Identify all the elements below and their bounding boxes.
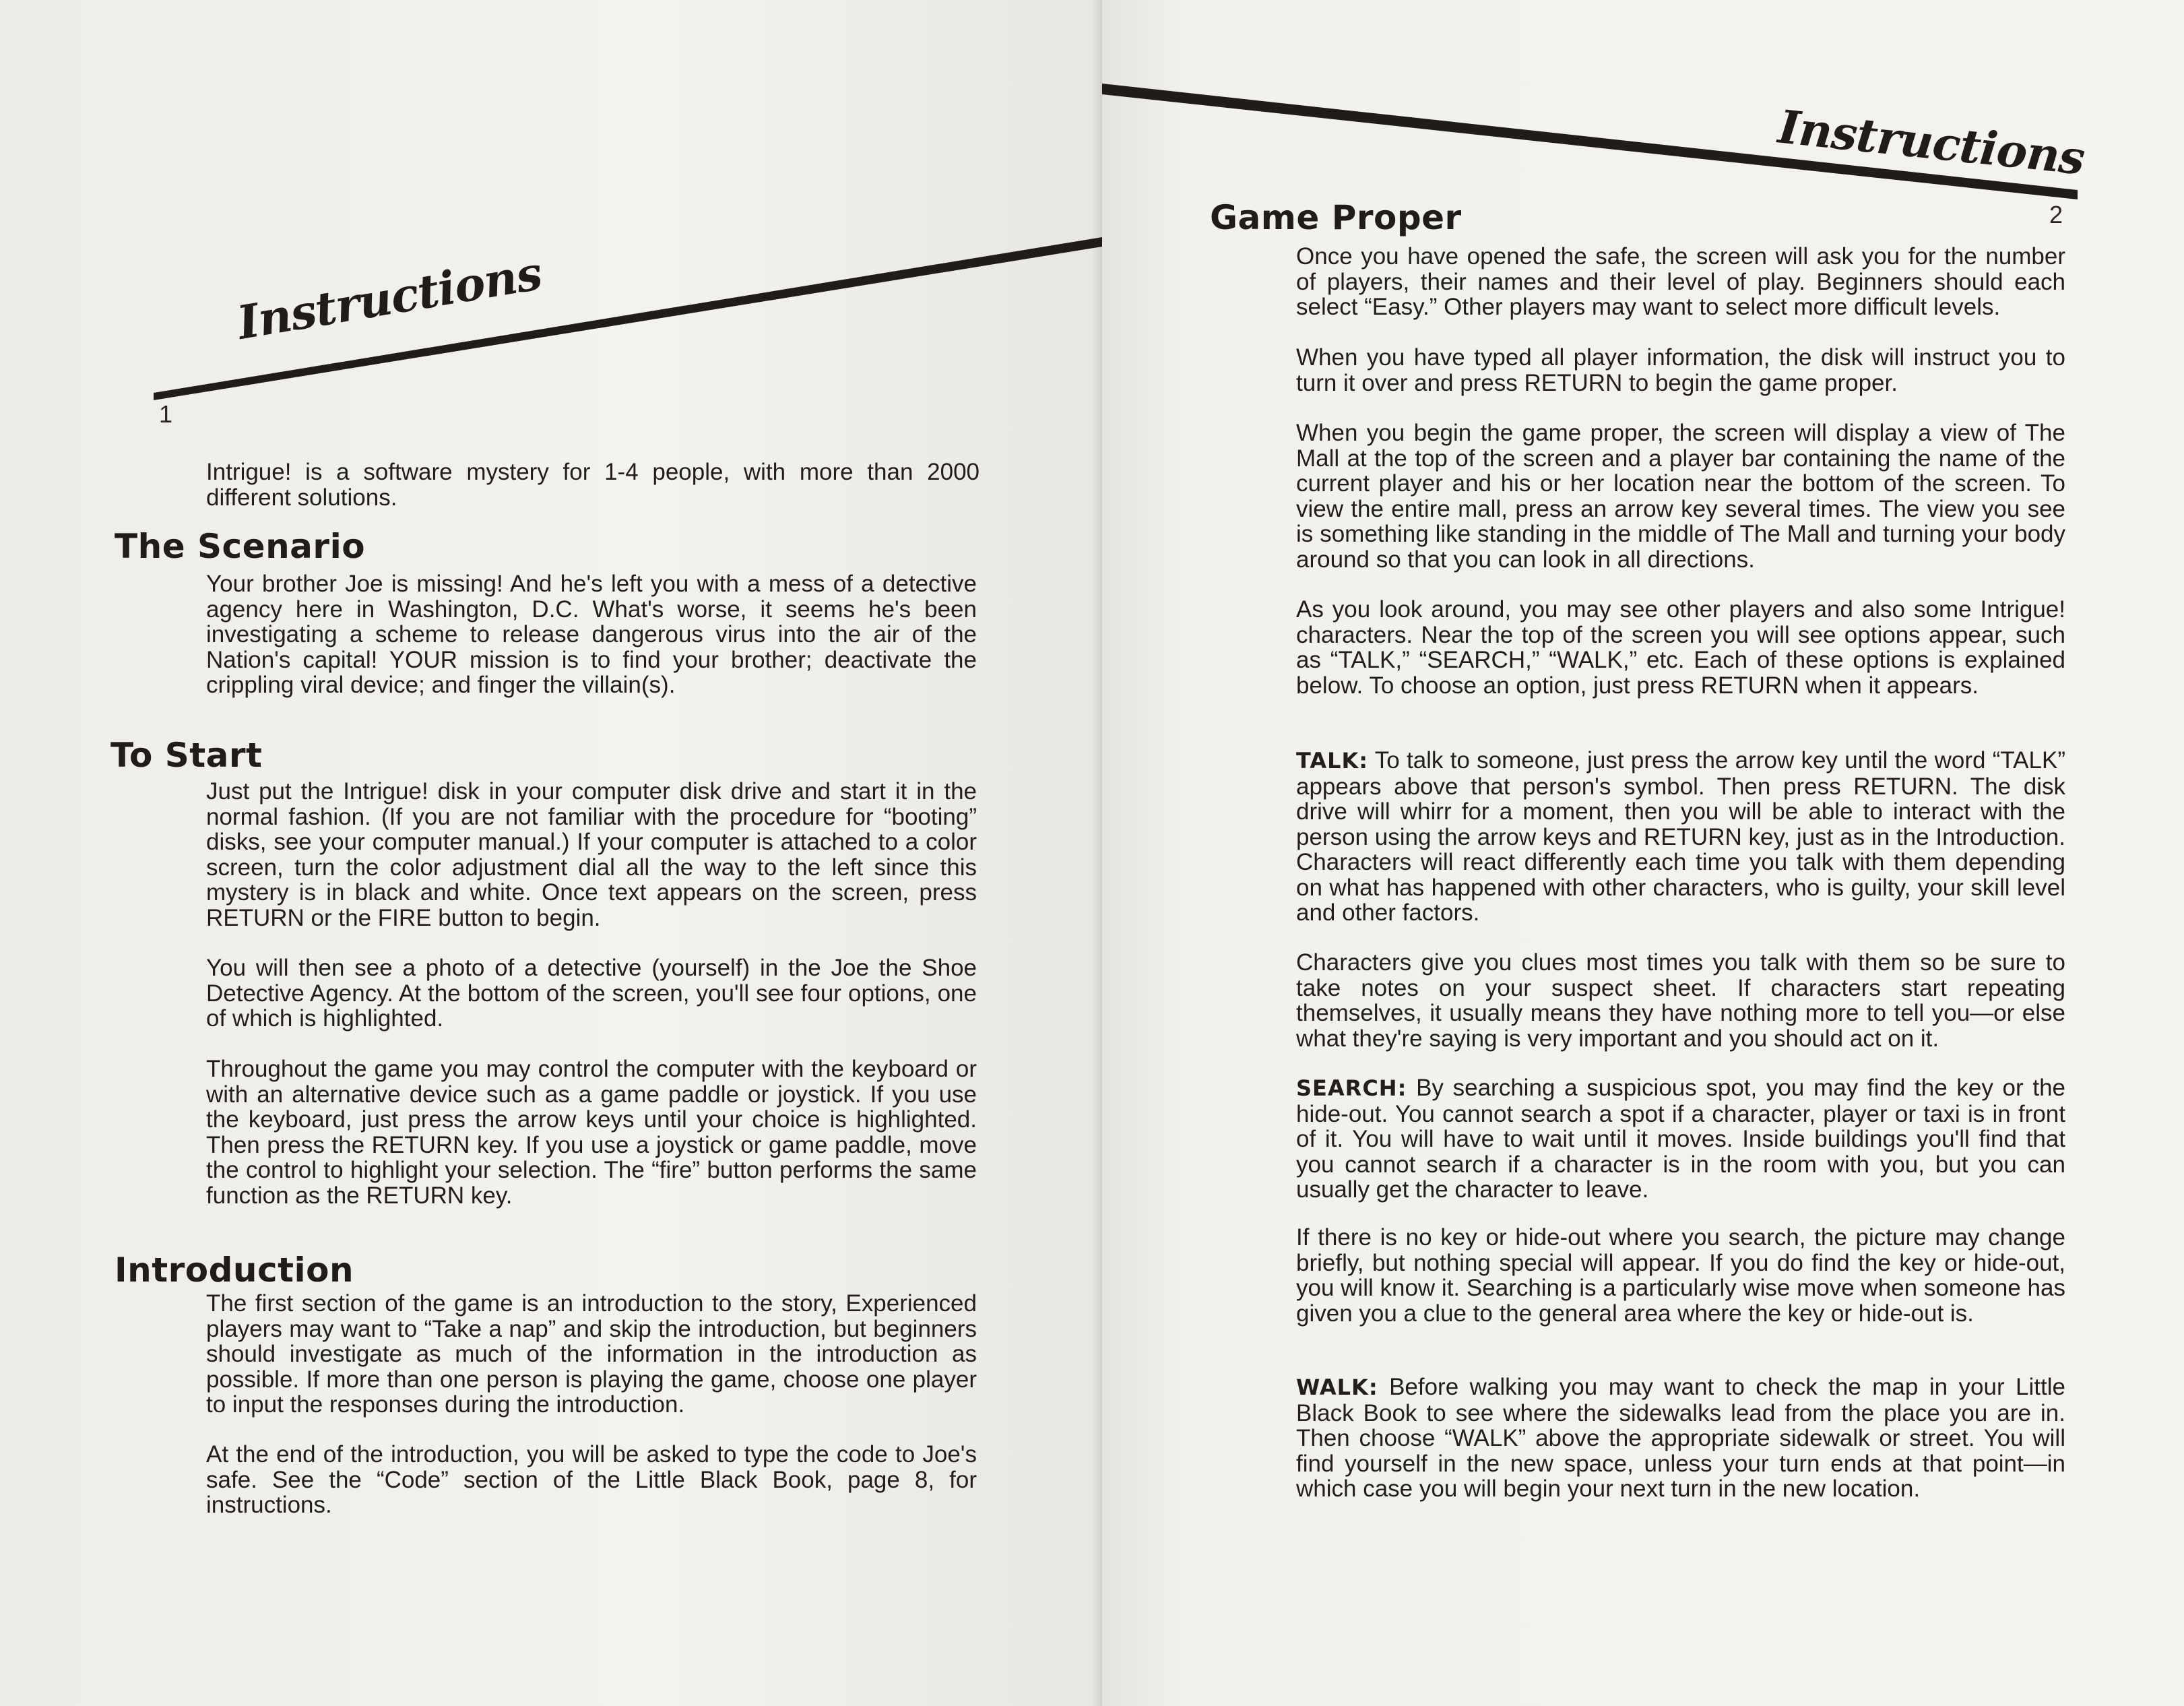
search-followup-paragraph: If there is no key or hide-out where you search, the picture may change briefly, but nothing special will appear. If you do find the key or hide-out, you will know it. Searching is a particularly wise move when someone has given you a clue to the general area where the key or hide-out is. bbox=[1296, 1224, 2065, 1327]
talk-paragraph bbox=[1296, 748, 2065, 926]
walk-text: Before walking you may want to check the map in your Little Black Book to see where the sidewalks lead from the place you are in. Then choose “WALK” above the appropriate sidewalk or street. You will find yourself in the new space, unless your turn ends at that point—in which case you will begin your next turn in the new location. bbox=[1296, 1374, 2065, 1502]
left-page-number: 1 bbox=[159, 400, 173, 428]
right-page bbox=[1102, 0, 2184, 1706]
walk-label: WALK: bbox=[1296, 1375, 1378, 1400]
game-proper-paragraph-3: When you begin the game proper, the screen will display a view of The Mall at the top of the screen and a player bar containing the name of the current player and his or her location near the bottom of the screen. To view the entire mall, press an arrow key several times. The view you see is something like standing in the middle of The Mall and turning your body around so that you can look in all directions. bbox=[1296, 420, 2065, 573]
search-paragraph bbox=[1296, 1075, 2065, 1203]
to-start-paragraph-1: Just put the Intrigue! disk in your computer disk drive and start it in the normal fashion. (If you are not familiar with the procedure for “booting” disks, see your computer manual.) If your computer is attached to a color screen, turn the color adjustment dial all the way to the left since this mystery is in black and white. Once text appears on the screen, press RETURN or the FIRE button to begin. bbox=[206, 778, 977, 931]
search-text: By searching a suspicious spot, you may find the key or the hide-out. You cannot search a spot if a character, player or taxi is in front of it. You will have to wait until it moves. Inside buildings you'll find that you cannot search if a character is in the room with you, but you can usually get the character to leave. bbox=[1296, 1075, 2065, 1203]
heading-game-proper: Game Proper bbox=[1210, 198, 1462, 237]
to-start-paragraph-2: You will then see a photo of a detective (yourself) in the Joe the Shoe Detective Agency. At the bottom of the screen, you'll see four options, one of which is highlighted. bbox=[206, 955, 977, 1032]
left-header-title: Instructions bbox=[233, 246, 546, 350]
right-page-number: 2 bbox=[2049, 201, 2063, 228]
talk-label: TALK: bbox=[1296, 748, 1369, 773]
talk-followup-paragraph: Characters give you clues most times you talk with them so be sure to take notes on your suspect sheet. If characters start repeating themselves, it usually means they have nothing more to tell you—or else what they're saying is very important and you should act on it. bbox=[1296, 949, 2065, 1052]
introduction-paragraph-1: The first section of the game is an introduction to the story, Experienced players may want to “Take a nap” and skip the introduction, but beginners should investigate as much of the information in the introduction as possible. If more than one person is playing the game, choose one player to input the responses during the introduction. bbox=[206, 1290, 977, 1418]
game-proper-paragraph-4: As you look around, you may see other players and also some Intrigue! characters. Near the top of the screen you will see options appear, such as “TALK,” “SEARCH,” “WALK,” etc. Each of these options is explained below. To choose an option, just press RETURN when it appears. bbox=[1296, 596, 2065, 699]
heading-the-scenario: The Scenario bbox=[115, 527, 366, 566]
game-proper-paragraph-2: When you have typed all player information, the disk will instruct you to turn it over and press RETURN to begin the game proper. bbox=[1296, 344, 2065, 396]
talk-text: To talk to someone, just press the arrow key until the word “TALK” appears above that person's symbol. Then press RETURN. The disk drive will whirr for a moment, then you will be able to interact with the person using the arrow keys and RETURN key, just as in the Introduction. Characters will react differently each time you talk with them depending on what has happened with other characters, who is guilty, your skill level and other factors. bbox=[1296, 747, 2065, 926]
intro-paragraph: Intrigue! is a software mystery for 1-4 people, with more than 2000 different solutions. bbox=[206, 459, 979, 511]
scenario-paragraph: Your brother Joe is missing! And he's left you with a mess of a detective agency here in Washington, D.C. What's worse, it seems he's been investigating a scheme to release dangerous virus into the air of the Nation's capital! YOUR mission is to find your brother; deactivate the crippling viral device; and finger the villain(s). bbox=[206, 571, 977, 698]
walk-paragraph bbox=[1296, 1375, 2065, 1502]
right-header-rule bbox=[1102, 0, 2184, 216]
search-label: SEARCH: bbox=[1296, 1075, 1407, 1101]
game-proper-paragraph-1: Once you have opened the safe, the screen will ask you for the number of players, their names and their level of play. Beginners should each select “Easy.” Other players may want to select more difficult levels. bbox=[1296, 243, 2065, 320]
heading-introduction: Introduction bbox=[115, 1251, 354, 1290]
left-header-rule bbox=[0, 0, 1102, 431]
to-start-paragraph-3: Throughout the game you may control the computer with the keyboard or with an alternative device such as a game paddle or joystick. If you use the keyboard, just press the arrow keys until your choice is highlighted. Then press the RETURN key. If you use a joystick or game paddle, move the control to highlight your selection. The “fire” button performs the same function as the RETURN key. bbox=[206, 1056, 977, 1209]
heading-to-start: To Start bbox=[110, 736, 263, 775]
introduction-paragraph-2: At the end of the introduction, you will be asked to type the code to Joe's safe. See the “Code” section of the Little Black Book, page 8, for instructions. bbox=[206, 1441, 977, 1518]
right-header-title: Instructions bbox=[1776, 100, 2087, 186]
